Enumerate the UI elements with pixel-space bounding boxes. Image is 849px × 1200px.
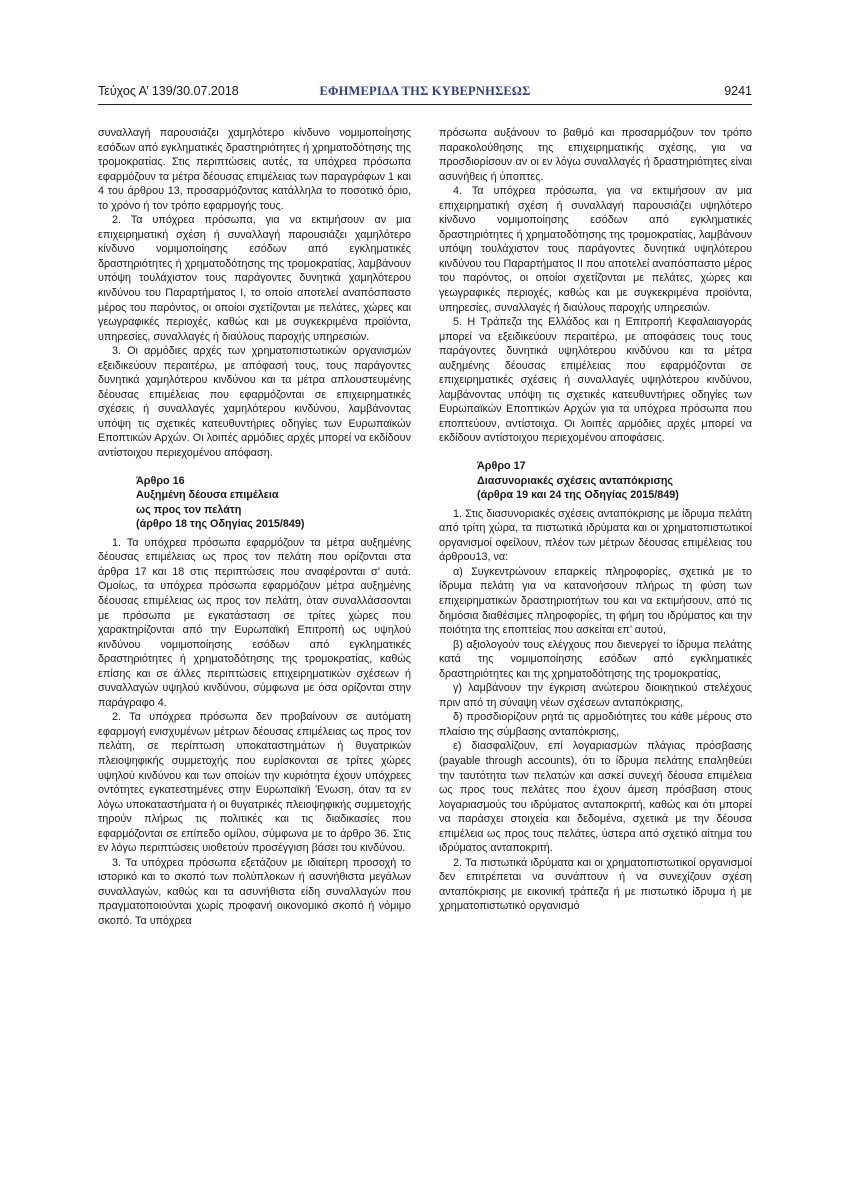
gazette-title: ΕΦΗΜΕΡΙΔΑ ΤΗΣ ΚΥΒΕΡΝΗΣΕΩΣ [319,84,531,98]
paragraph: πρόσωπα αυξάνουν το βαθμό και προσαρμόζουν τον τρόπο παρακολούθησης της επιχειρηματικής σχέσης, για να προσδιορίσουν αν οι εν λόγω συναλλαγές ή δραστηριότητες είναι ασυνήθεις ή ύποπτες. [439,127,752,183]
list-item: ε) διασφαλίζουν, επί λογαριασμών πλάγιας πρόσβασης (payable through accounts), ότι το ίδρυμα πελάτης επαληθεύει την ταυτότητα των πελατών και ασκεί συνεχή δέουσα επιμέλεια ως προς τους πελάτες που έχουν άμεση πρόσβαση στους λογαριασμούς του ιδρύματος ανταποκριτή, καθώς και ότι μπορεί να παράσχει στοιχεία και δεδομένα, σχετικά με την δέουσα επιμέλεια ως προς τους πελάτες, ύστερα από σχετικό αίτημα του ιδρύματος ανταποκριτή. [439,740,752,855]
paragraph: 1. Τα υπόχρεα πρόσωπα εφαρμόζουν τα μέτρα αυξημένης δέουσας επιμέλειας ως προς τον πελάτη που ορίζονται στα άρθρα 17 και 18 στις περιπτώσεις που αναφέρονται σ’ αυτά. Ομοίως, τα υπόχρεα πρόσωπα εφαρμόζουν μέτρα αυξημένης δέουσας επιμέλειας ως προς τον πελάτη, όταν συναλλάσσονται με πρόσωπα με εγκατάσταση σε τρίτες χώρες που χαρακτηρίζονται από την Ευρωπαϊκή Επιτροπή ως υψηλού κινδύνου νομιμοποίησης εσόδων από εγκληματικές δραστηριότητες ή χρηματοδότησης της τρομοκρατίας, καθώς επίσης και σε άλλες περιπτώσεις επιχειρηματικών σχέσεων ή συναλλαγών υψηλού κινδύνου, σύμφωνα με όσα ορίζονται στην παράγραφο 4. [98,536,411,709]
paragraph: 2. Τα πιστωτικά ιδρύματα και οι χρηματοπιστωτικοί οργανισμοί δεν επιτρέπεται να συνάπτουν ή να συνεχίζουν σχέση ανταπόκρισης με εικονική τράπεζα ή με πιστωτικό ίδρυμα ή με χρηματοπιστωτικό οργανισμό [439,856,752,913]
list-item: δ) προσδιορίζουν ρητά τις αρμοδιότητες του κάθε μέρους στο πλαίσιο της σύμβασης ανταπόκρισης, [439,711,752,738]
left-column [98,126,411,929]
paragraph: 2. Τα υπόχρεα πρόσωπα δεν προβαίνουν σε αυτόματη εφαρμογή ενισχυμένων μέτρων δέουσας επιμέλειας ως προς τον πελάτη, σε περίπτωση υποκαταστημάτων ή θυγατρικών πλειοψηφικής συμμετοχής που ευρίσκονται σε τρίτες χώρες υψηλού κινδύνου και των οποίων την κυριότητα έχουν υπόχρεες οντότητες εγκατεστημένες στην Ευρωπαϊκή Ένωση, όταν τα εν λόγω υποκαταστήματα ή οι θυγατρικές πλειοψηφικής συμμετοχής τηρούν πλήρως τις πολιτικές και τις διαδικασίες που εφαρμόζονται σε επίπεδο ομίλου, σύμφωνα με το άρθρο 36. Στις εν λόγω περιπτώσεις υιοθετούν προσέγγιση βάσει του κινδύνου. [98,711,411,855]
article-17-heading [439,459,752,503]
paragraph: 1. Στις διασυνοριακές σχέσεις ανταπόκρισης με ίδρυμα πελάτη από τρίτη χώρα, τα πιστωτικά ιδρύματα και οι χρηματοπιστωτικοί οργανισμοί οφείλουν, πλέον των μέτρων δέουσας επιμέλειας του άρθρου13, να: [439,507,752,564]
page-header [98,84,752,102]
right-column [439,126,752,914]
list-item: γ) λαμβάνουν την έγκριση ανώτερου διοικητικού στελέχους πριν από τη σύναψη νέων σχέσεων ανταπόκρισης, [439,682,752,709]
list-item: β) αξιολογούν τους ελέγχους που διενεργεί το ίδρυμα πελάτης κατά της νομιμοποίησης εσόδων από εγκληματικές δραστηριότητες και της χρηματοδότησης της τρομοκρατίας, [439,638,752,680]
paragraph: 3. Οι αρμόδιες αρχές των χρηματοπιστωτικών οργανισμών εξειδικεύουν περαιτέρω, με απόφασή τους, τους παράγοντες δυνητικά χαμηλότερου κινδύνου και τα μέτρα απλουστευμένης δέουσας επιμέλειας που εφαρμόζονται σε επιχειρηματικές σχέσεις ή συναλλαγές χαμηλότερου κινδύνου, λαμβάνοντας υπόψη τις σχετικές κατευθυντήριες οδηγίες των Ευρωπαϊκών Εποπτικών Αρχών. Οι λοιπές αρμόδιες αρχές μπορεί να εκδίδουν αντίστοιχου περιεχομένου απόφαση. [98,345,411,460]
article-title-line: ως προς τον πελάτη [136,503,242,516]
article-16-heading [98,474,411,532]
paragraph: συναλλαγή παρουσιάζει χαμηλότερο κίνδυνο νομιμοποίησης εσόδων από εγκληματικές δραστηριότητες ή χρηματοδότησης της τρομοκρατίας. Στις περιπτώσεις αυτές, τα υπόχρεα πρόσωπα εφαρμόζουν τα μέτρα δέουσας επιμέλειας των παραγράφων 1 και 4 του άρθρου 13, προσαρμόζοντας κατάλληλα το ποσοτικό όριο, το χρόνο ή τον τρόπο εφαρμογής τους. [98,127,411,212]
article-number: Άρθρο 17 [477,460,526,473]
paragraph: 4. Τα υπόχρεα πρόσωπα, για να εκτιμήσουν αν μια επιχειρηματική σχέση ή συναλλαγή παρουσιάζει υψηλότερο κίνδυνο νομιμοποίησης εσόδων από εγκληματικές δραστηριότητες ή χρηματοδότησης της τρομοκρατίας, λαμβάνουν υπόψη τουλάχιστον τους παράγοντες δυνητικά υψηλότερου κινδύνου του Παραρτήματος ΙΙ που αποτελεί αναπόσπαστο μέρος του παρόντος, οι οποίοι σχετίζονται με πελάτες, χώρες και γεωγραφικές περιοχές, καθώς και με συγκεκριμένα προϊόντα, υπηρεσίες, συναλλαγές ή διαύλους παροχής υπηρεσιών. [439,185,752,314]
article-reference: (άρθρο 18 της Οδηγίας 2015/849) [136,518,305,531]
article-reference: (άρθρα 19 και 24 της Οδηγίας 2015/849) [477,489,679,502]
list-item: α) Συγκεντρώνουν επαρκείς πληροφορίες, σχετικά με το ίδρυμα πελάτη για να κατανοήσουν πλήρως τη φύση των επιχειρηματικών δραστηριοτήτων του και να εκτιμήσουν, από τις δημόσια διαθέσιμες πληροφορίες, τη φήμη του ιδρύματος και την ποιότητα της εποπτείας που ασκείται επ’ αυτού, [439,565,752,637]
article-number: Άρθρο 16 [136,474,185,487]
paragraph: 5. Η Τράπεζα της Ελλάδος και η Επιτροπή Κεφαλαιαγοράς μπορεί να εξειδικεύουν περαιτέρω, με αποφάσεις τους τους παράγοντες δυνητικά υψηλότερου κινδύνου και τα μέτρα αυξημένης δέουσας επιμέλειας που εφαρμόζονται σε επιχειρηματικές σχέσεις ή συναλλαγές υψηλότερου κινδύνου, λαμβάνοντας υπόψη τις σχετικές κατευθυντήριες οδηγίες των Ευρωπαϊκών Εποπτικών Αρχών για τα υπόχρεα πρόσωπα που εποπτεύουν, αντίστοιχα. Οι λοιπές αρμόδιες αρχές μπορεί να εκδίδουν αντίστοιχου περιεχομένου αποφάσεις. [439,316,752,445]
paragraph: 2. Τα υπόχρεα πρόσωπα, για να εκτιμήσουν αν μια επιχειρηματική σχέση ή συναλλαγή παρουσιάζει χαμηλότερο κίνδυνο νομιμοποίησης εσόδων από εγκληματικές δραστηριότητες ή χρηματοδότησης της τρομοκρατίας, λαμβάνουν υπόψη τουλάχιστον τους παράγοντες δυνητικά χαμηλότερου κινδύνου του Παραρτήματος Ι, το οποίο αποτελεί αναπόσπαστο μέρος του παρόντος, οι οποίοι σχετίζονται με πελάτες, χώρες και γεωγραφικές περιοχές, καθώς και με συγκεκριμένα προϊόντα, υπηρεσίες, συναλλαγές ή διαύλους παροχής υπηρεσιών. [98,214,411,343]
paragraph: 3. Τα υπόχρεα πρόσωπα εξετάζουν με ιδιαίτερη προσοχή το ιστορικό και το σκοπό των πολύπλοκων ή ασυνήθιστα μεγάλων συναλλαγών, καθώς και τα ασυνήθιστα είδη συναλλαγών που πραγματοποιούνται χωρίς προφανή οικονομικό σκοπό ή νόμιμο σκοπό. Τα υπόχρεα [98,856,411,927]
header-rule [98,104,752,105]
issue-label: Τεύχος Α’ 139/30.07.2018 [98,84,239,98]
article-title-line: Διασυνοριακές σχέσεις ανταπόκρισης [477,474,674,487]
page-number: 9241 [724,84,752,98]
article-title-line: Αυξημένη δέουσα επιμέλεια [136,489,279,502]
